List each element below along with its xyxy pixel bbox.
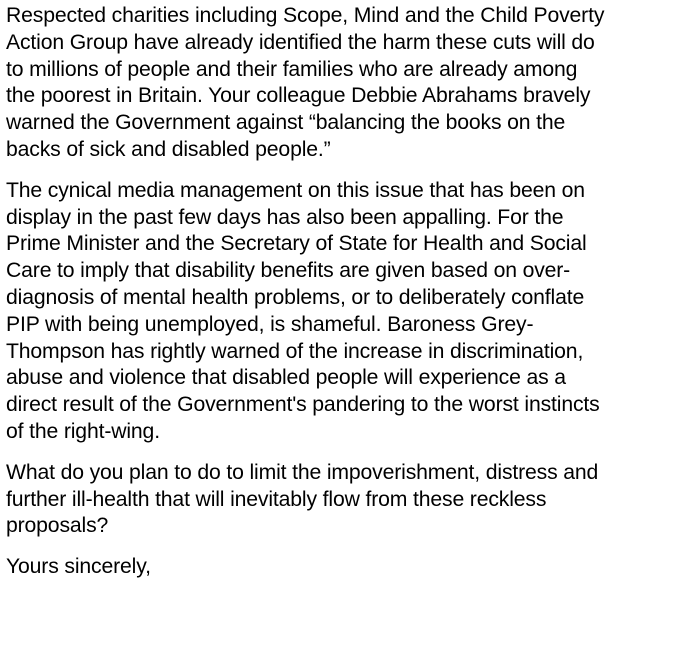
- paragraph-media-management: [6, 178, 688, 446]
- text-line: the poorest in Britain. Your colleague Debbie Abrahams bravely: [6, 84, 591, 108]
- text-line: further ill-health that will inevitably flow from these reckless: [6, 487, 547, 511]
- paragraph-question: [6, 460, 688, 540]
- sign-off: Yours sincerely,: [6, 555, 151, 579]
- text-line: direct result of the Government's pandering to the worst instincts: [6, 393, 600, 417]
- text-line: Thompson has rightly warned of the increase in discrimination,: [6, 339, 584, 363]
- text-line: Respected charities including Scope, Mind and the Child Poverty: [6, 4, 605, 27]
- text-line: backs of sick and disabled people.”: [6, 137, 331, 161]
- text-line: diagnosis of mental health problems, or to deliberately conflate: [6, 285, 585, 309]
- text-line: display in the past few days has also been appalling. For the: [6, 205, 564, 229]
- text-line: What do you plan to do to limit the impoverishment, distress and: [6, 460, 599, 484]
- text-line: Action Group have already identified the harm these cuts will do: [6, 30, 595, 54]
- paragraph-sign-off: [6, 554, 688, 581]
- text-line: Care to imply that disability benefits are given based on over-: [6, 259, 571, 283]
- text-line: to millions of people and their families who are already among: [6, 57, 578, 81]
- text-line: proposals?: [6, 514, 109, 538]
- text-line: warned the Government against “balancing the books on the: [6, 111, 566, 135]
- text-line: Prime Minister and the Secretary of State for Health and Social: [6, 232, 587, 256]
- paragraph-charities: [6, 3, 688, 164]
- text-line: The cynical media management on this issue that has been on: [6, 178, 585, 202]
- text-line: PIP with being unemployed, is shameful. Baroness Grey-: [6, 312, 534, 336]
- text-line: of the right-wing.: [6, 419, 160, 443]
- text-line: abuse and violence that disabled people will experience as a: [6, 366, 566, 390]
